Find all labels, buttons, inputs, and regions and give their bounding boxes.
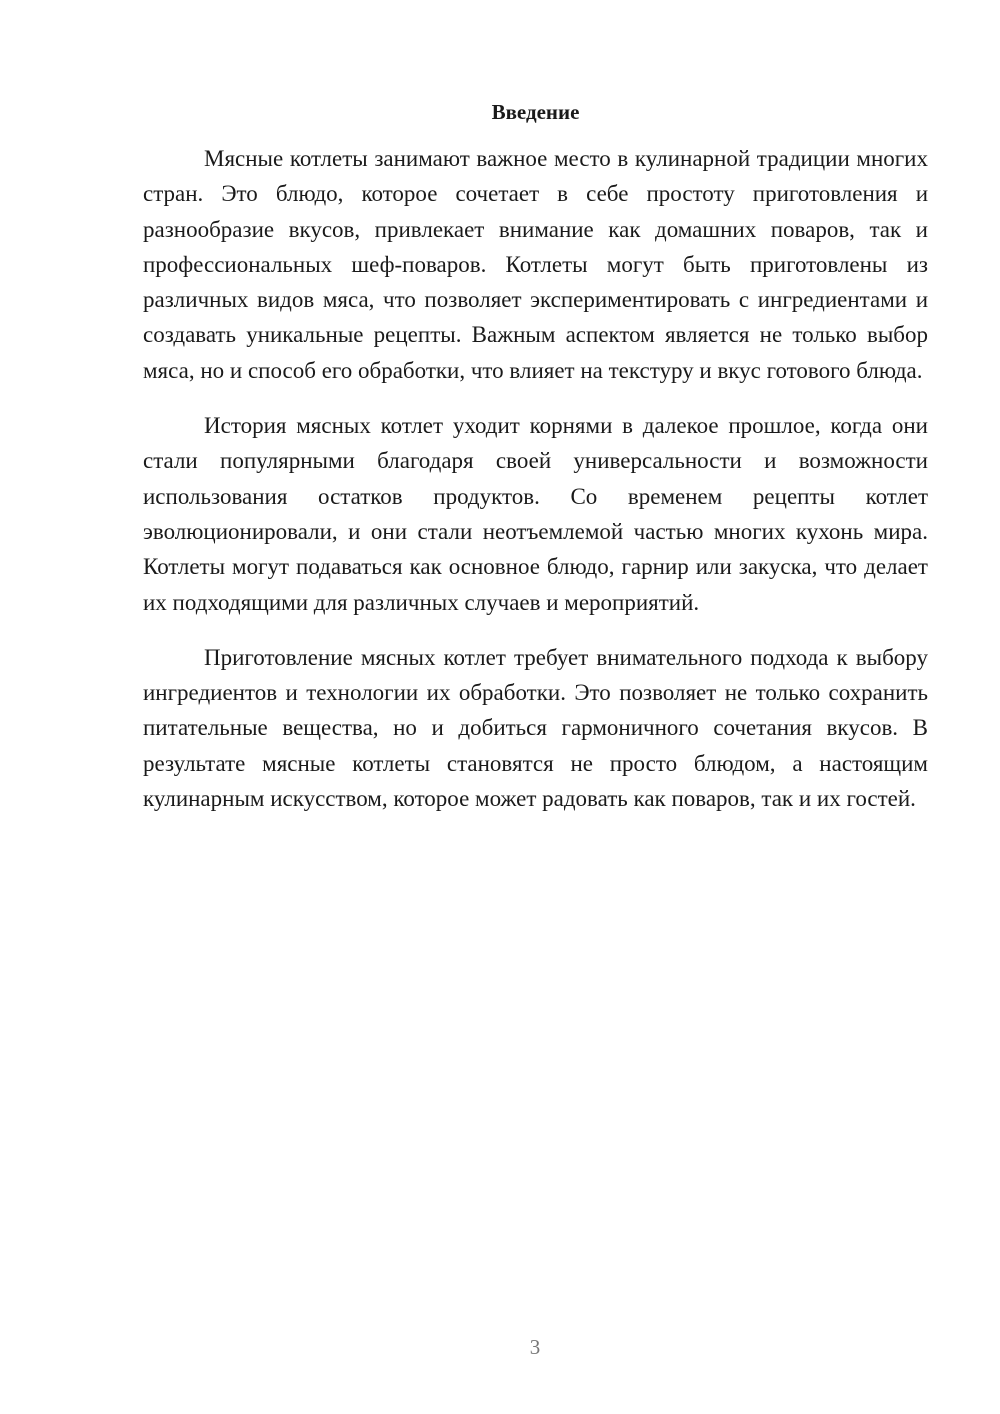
paragraph-1: Мясные котлеты занимают важное место в кулинарной традиции многих стран. Это блюдо, которое сочетает в себе простоту приготовления и разнообразие вкусов, привлекает внимание как домашних поваров, так и профессиональных шеф-поваров. Котлеты могут быть приготовлены из различных видов мяса, что позволяет экспериментировать с ингредиентами и создавать уникальные рецепты. Важным аспектом является не только выбор мяса, но и способ его обработки, что влияет на текстуру и вкус готового блюда. [143, 146, 928, 383]
body-text [143, 141, 928, 836]
section-heading: Введение [491, 100, 580, 124]
paragraph-2: История мясных котлет уходит корнями в далекое прошлое, когда они стали популярными благодаря своей универсальности и возможности использования остатков продуктов. Со временем рецепты котлет эволюционировали, и они стали неотъемлемой частью многих кухонь мира. Котлеты могут подаваться как основное блюдо, гарнир или закуска, что делает их подходящими для различных случаев и мероприятий. [143, 413, 928, 615]
paragraph-3: Приготовление мясных котлет требует внимательного подхода к выбору ингредиентов и технологии их обработки. Это позволяет не только сохранить питательные вещества, но и добиться гармоничного сочетания вкусов. В результате мясные котлеты становятся не просто блюдом, а настоящим кулинарным искусством, которое может радовать как поваров, так и их гостей. [143, 644, 928, 812]
page-number: 3 [529, 1335, 541, 1359]
